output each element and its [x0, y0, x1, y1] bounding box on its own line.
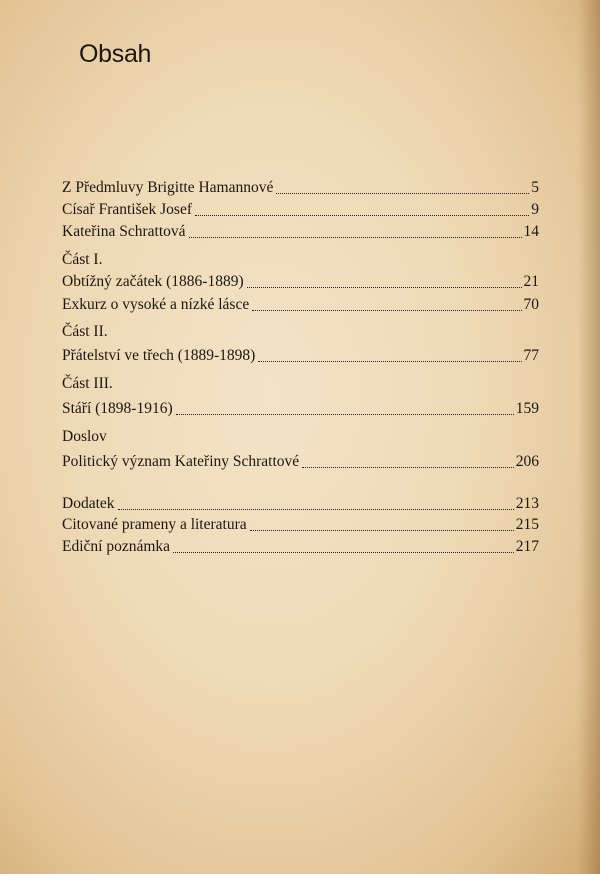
entry-page: 9 [531, 201, 539, 218]
page-edge-shadow [578, 0, 600, 874]
dot-leader [176, 414, 514, 415]
entry-title: Obtížný začátek (1886-1889) [62, 273, 244, 290]
page-title: Obsah [79, 40, 152, 68]
toc-entry [62, 451, 539, 473]
entry-title: Z Předmluvy Brigitte Hamannové [62, 179, 274, 196]
entry-title: Citované prameny a literatura [62, 516, 247, 533]
toc-entry [62, 294, 539, 316]
toc-entry [62, 514, 539, 536]
entry-page: 21 [523, 273, 539, 290]
section-heading: Doslov [62, 428, 107, 445]
entry-page: 215 [515, 516, 539, 533]
dot-leader [302, 467, 514, 468]
entry-title: Kateřina Schrattová [62, 223, 186, 240]
dot-leader [118, 509, 514, 510]
dot-leader [189, 237, 522, 238]
dot-leader [195, 215, 529, 216]
entry-title: Exkurz o vysoké a nízké lásce [62, 296, 250, 313]
entry-page: 70 [523, 296, 539, 313]
dot-leader [250, 530, 514, 531]
entry-page: 159 [515, 400, 539, 417]
toc-entry [62, 221, 539, 243]
toc-entry [62, 345, 539, 367]
toc-entry [62, 398, 539, 420]
dot-leader [173, 552, 514, 553]
entry-page: 206 [515, 453, 539, 470]
dot-leader [252, 310, 521, 311]
entry-title: Ediční poznámka [62, 538, 171, 555]
entry-page: 5 [531, 179, 539, 196]
entry-page: 14 [523, 223, 539, 240]
entry-page: 217 [515, 538, 539, 555]
toc-entry [62, 177, 539, 199]
entry-title: Dodatek [62, 495, 115, 512]
dot-leader [247, 287, 522, 288]
entry-title: Přátelství ve třech (1889-1898) [62, 347, 256, 364]
section-heading: Část III. [62, 375, 113, 392]
toc-entry [62, 271, 539, 293]
section-heading: Část I. [62, 251, 103, 268]
entry-page: 77 [523, 347, 539, 364]
section-heading: Část II. [62, 323, 108, 340]
dot-leader [276, 193, 529, 194]
toc-entry [62, 536, 539, 558]
dot-leader [258, 361, 521, 362]
entry-title: Císař František Josef [62, 201, 193, 218]
entry-title: Politický význam Kateřiny Schrattové [62, 453, 300, 470]
entry-title: Stáří (1898-1916) [62, 400, 173, 417]
entry-page: 213 [515, 495, 539, 512]
toc-entry [62, 493, 539, 515]
toc-entry [62, 199, 539, 221]
